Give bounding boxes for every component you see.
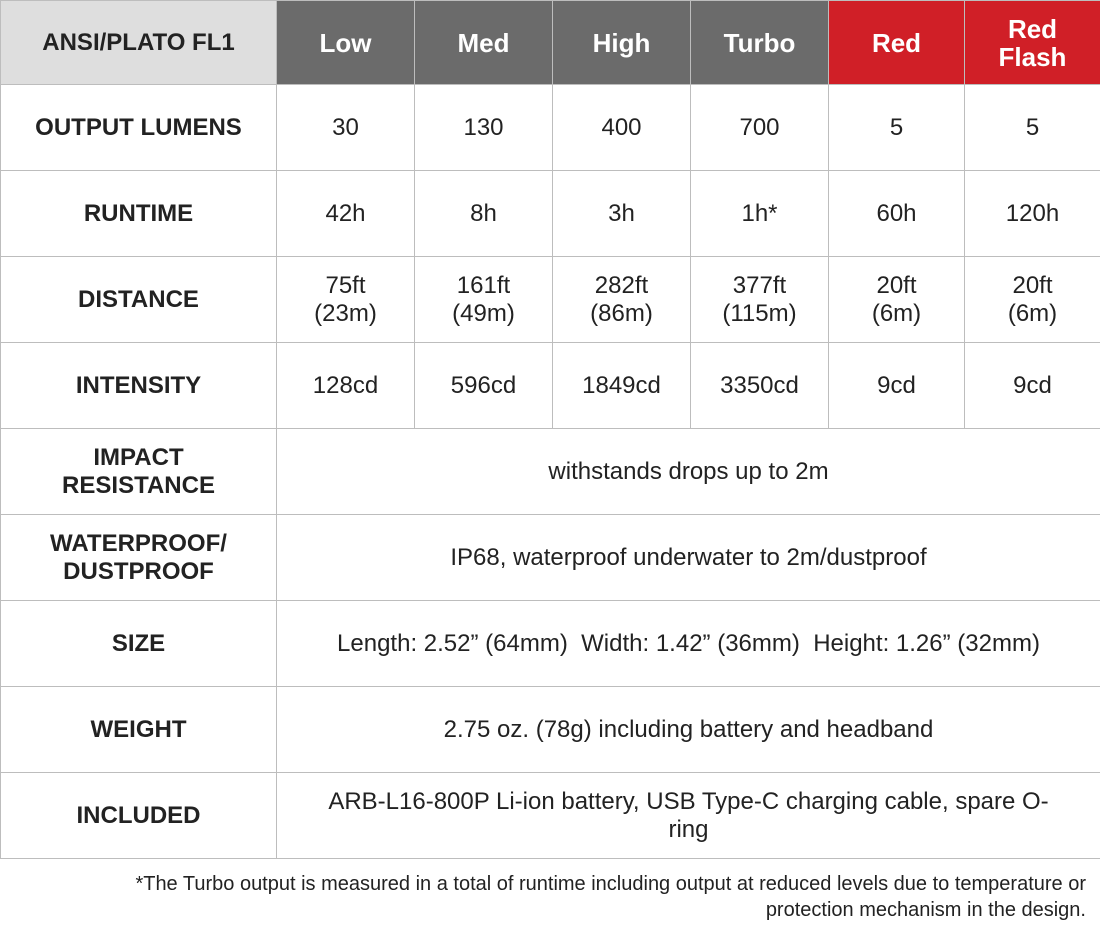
runtime-med: 8h [415, 171, 553, 257]
row-label-size: SIZE [1, 601, 277, 687]
impact-row [1, 429, 1100, 515]
lumens-med: 130 [415, 85, 553, 171]
distance-m: (23m) [314, 299, 377, 327]
waterproof-row [1, 515, 1100, 601]
row-label-weight: WEIGHT [1, 687, 277, 773]
mode-header-red-flash [965, 1, 1100, 85]
row-label-distance: DISTANCE [1, 257, 277, 343]
footnote-line1: *The Turbo output is measured in a total of runtime including output at reduced levels due to temperature or [135, 873, 1086, 895]
impact-value: withstands drops up to 2m [277, 429, 1100, 515]
runtime-row [1, 171, 1100, 257]
lumens-low: 30 [277, 85, 415, 171]
row-label-included: INCLUDED [1, 773, 277, 859]
distance-turbo [691, 257, 829, 343]
intensity-turbo: 3350cd [691, 343, 829, 429]
waterproof-label-line2: DUSTPROOF [63, 557, 214, 585]
intensity-red: 9cd [829, 343, 965, 429]
distance-ft: 20ft [876, 271, 917, 299]
runtime-turbo: 1h* [691, 171, 829, 257]
lumens-red: 5 [829, 85, 965, 171]
lumens-high: 400 [553, 85, 691, 171]
row-label-output-lumens: OUTPUT LUMENS [1, 85, 277, 171]
distance-m: (49m) [452, 299, 515, 327]
distance-ft: 20ft [1012, 271, 1053, 299]
lumens-turbo: 700 [691, 85, 829, 171]
distance-m: (6m) [871, 299, 922, 327]
row-label-impact [1, 429, 277, 515]
weight-value: 2.75 oz. (78g) including battery and headband [277, 687, 1100, 773]
intensity-med: 596cd [415, 343, 553, 429]
runtime-red: 60h [829, 171, 965, 257]
distance-ft: 161ft [456, 271, 511, 299]
row-label-runtime: RUNTIME [1, 171, 277, 257]
mode-header-red: Red [829, 1, 965, 85]
intensity-high: 1849cd [553, 343, 691, 429]
impact-label-line1: IMPACT [93, 443, 184, 471]
row-label-waterproof [1, 515, 277, 601]
mode-header-turbo: Turbo [691, 1, 829, 85]
distance-ft: 377ft [732, 271, 787, 299]
distance-low [277, 257, 415, 343]
included-cell [277, 773, 1100, 859]
waterproof-label-line1: WATERPROOF/ [50, 529, 227, 557]
mode-header-med: Med [415, 1, 553, 85]
included-row [1, 773, 1100, 859]
distance-m: (6m) [1007, 299, 1058, 327]
distance-row [1, 257, 1100, 343]
header-row [1, 1, 1100, 85]
intensity-row [1, 343, 1100, 429]
runtime-high: 3h [553, 171, 691, 257]
mode-header-low: Low [277, 1, 415, 85]
distance-ft: 282ft [594, 271, 649, 299]
mode-header-high: High [553, 1, 691, 85]
intensity-red-flash: 9cd [965, 343, 1100, 429]
runtime-low: 42h [277, 171, 415, 257]
red-flash-label: Red Flash [998, 13, 1067, 72]
impact-label-line2: RESISTANCE [62, 471, 215, 499]
distance-med [415, 257, 553, 343]
distance-ft: 75ft [325, 271, 366, 299]
distance-m: (86m) [590, 299, 653, 327]
row-label-intensity: INTENSITY [1, 343, 277, 429]
standard-label: ANSI/PLATO FL1 [1, 1, 277, 85]
footnote [0, 859, 1100, 923]
distance-m: (115m) [722, 299, 797, 327]
waterproof-value: IP68, waterproof underwater to 2m/dustproof [277, 515, 1100, 601]
lumens-red-flash: 5 [965, 85, 1100, 171]
weight-row [1, 687, 1100, 773]
distance-red [829, 257, 965, 343]
distance-high [553, 257, 691, 343]
size-value: Length: 2.52” (64mm) Width: 1.42” (36mm) Height: 1.26” (32mm) [277, 601, 1100, 687]
distance-red-flash [965, 257, 1100, 343]
output-lumens-row [1, 85, 1100, 171]
footnote-line2: protection mechanism in the design. [765, 899, 1086, 921]
runtime-red-flash: 120h [965, 171, 1100, 257]
intensity-low: 128cd [277, 343, 415, 429]
included-value: ARB-L16-800P Li-ion battery, USB Type-C charging cable, spare O-ring [328, 787, 1049, 843]
size-row [1, 601, 1100, 687]
